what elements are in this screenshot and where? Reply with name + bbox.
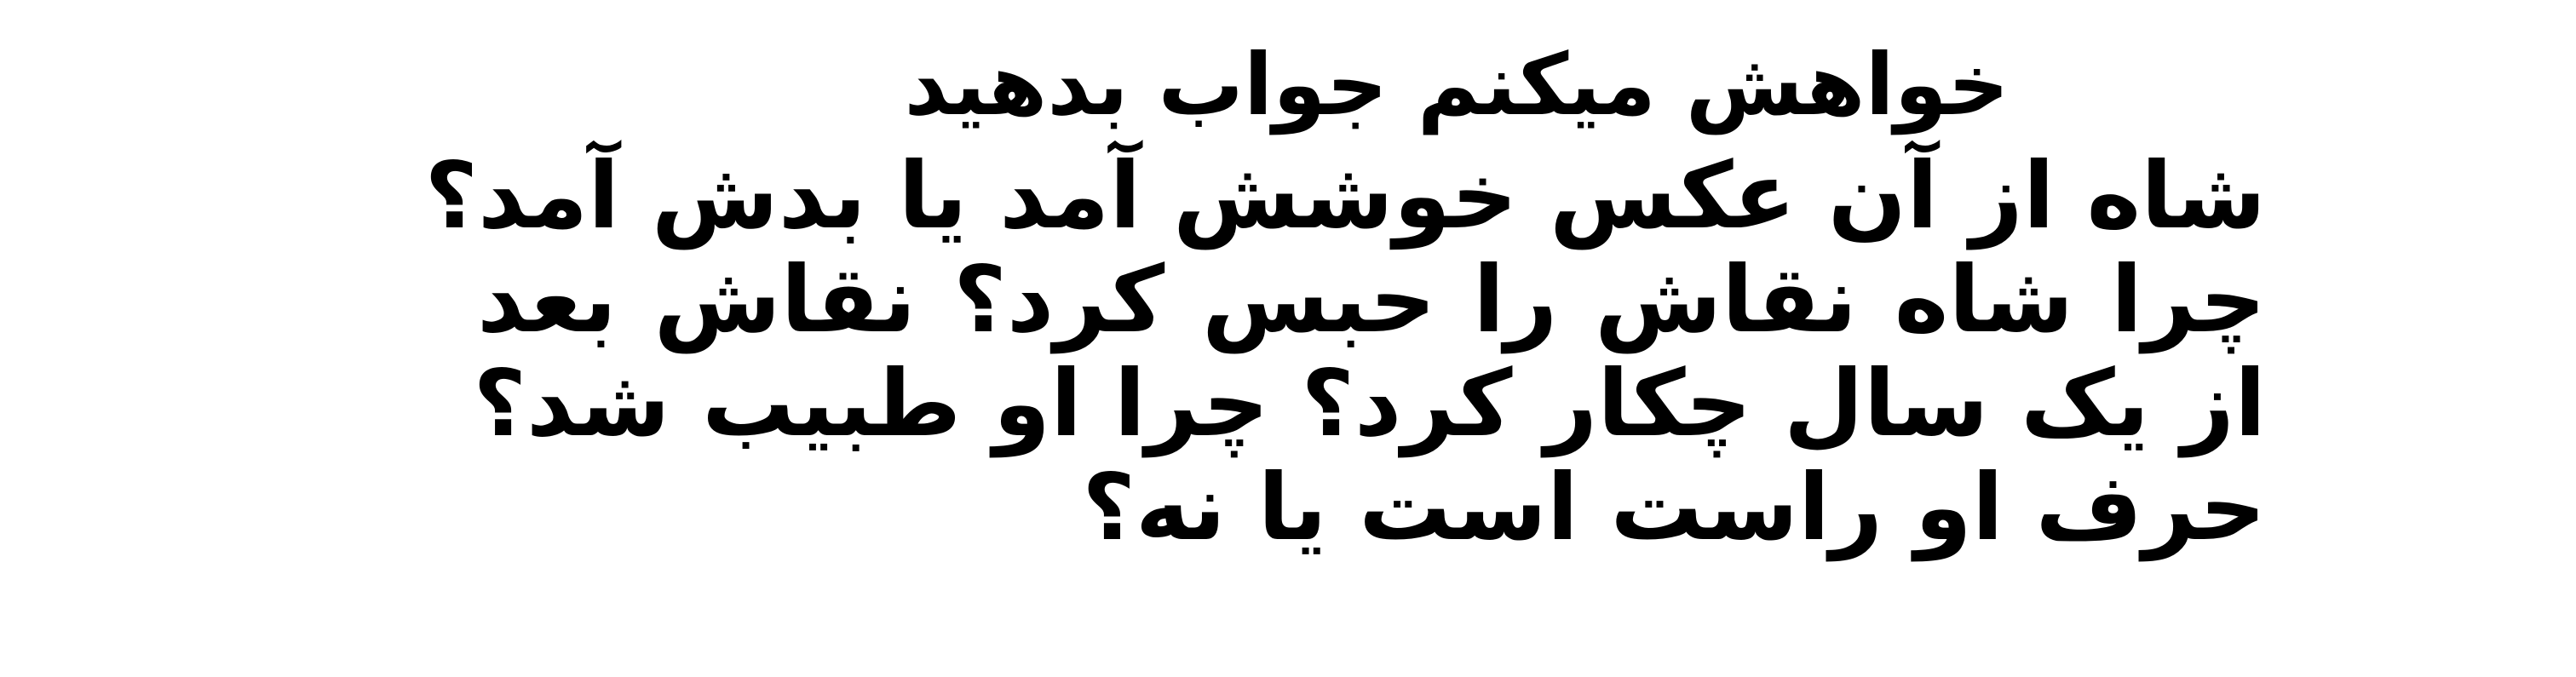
text-line: حرف او راست است یا نه؟ xyxy=(1082,455,2266,561)
text-line: چرا شاه نقاش را حبس کرد؟ نقاش بعد xyxy=(477,247,2266,353)
question-text-block xyxy=(424,26,2266,561)
heading: خواهش میکنم جواب بدهید xyxy=(904,35,2010,135)
text-line: از یک سال چکار کرد؟ چرا او طبیب شد؟ xyxy=(473,351,2266,457)
text-line: شاه از آن عکس خوشش آمد یا بدش آمد؟ xyxy=(424,143,2266,250)
